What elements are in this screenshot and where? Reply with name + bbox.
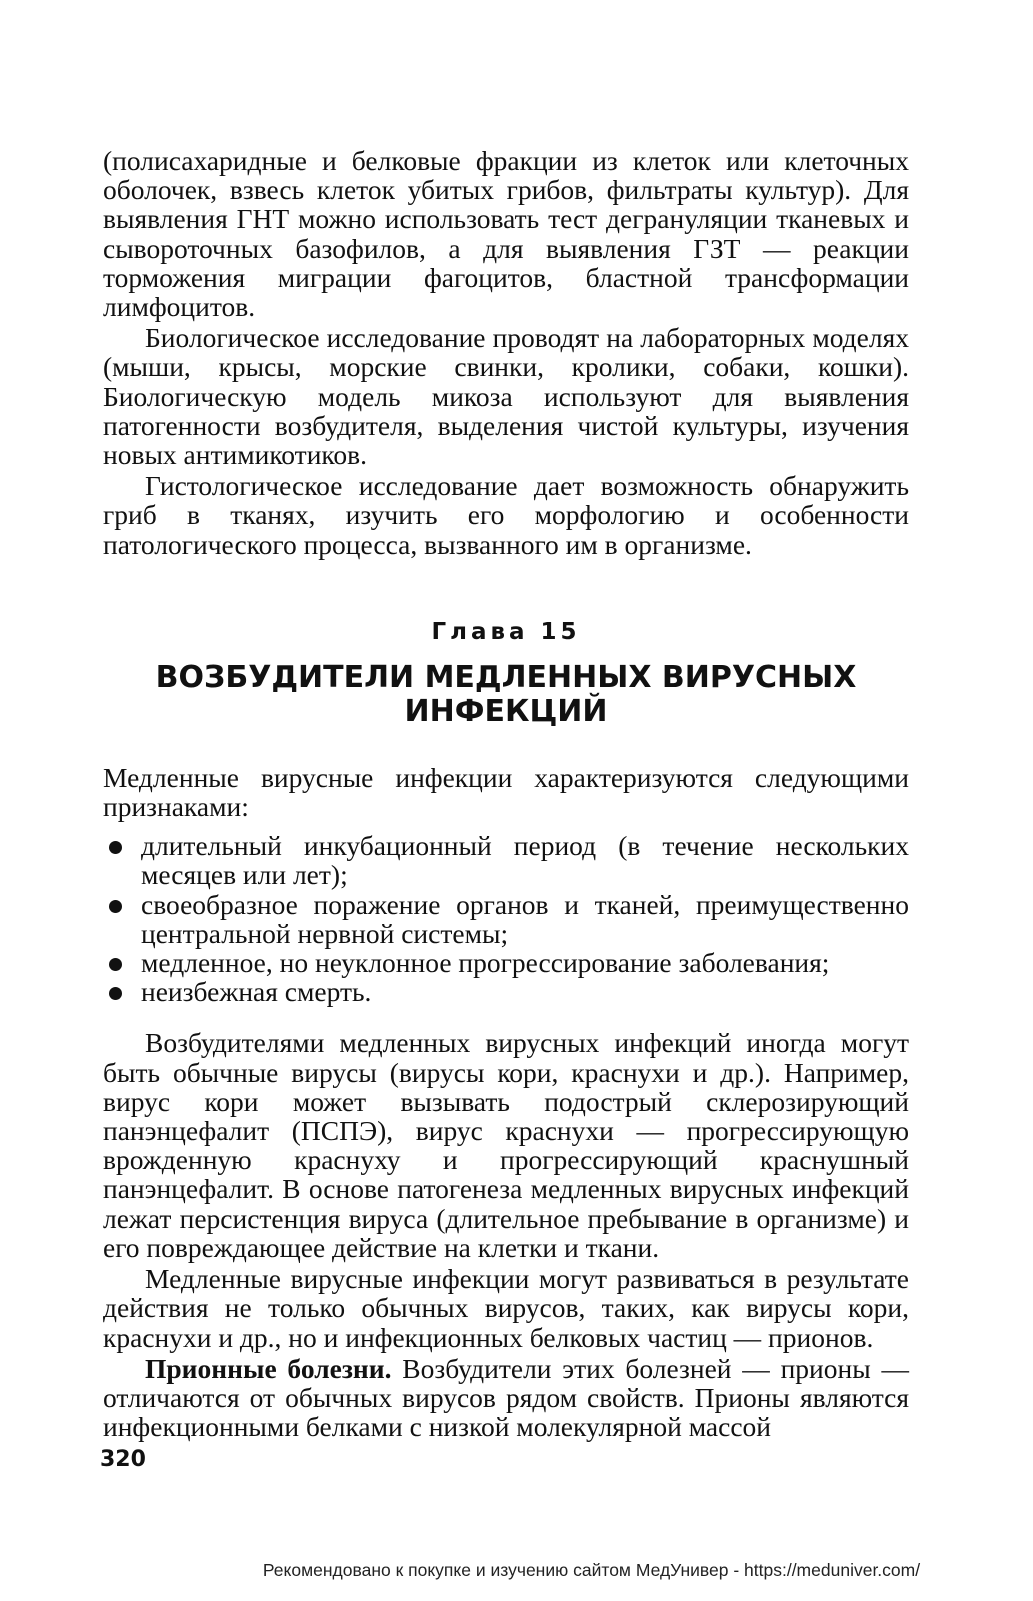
bullet-icon xyxy=(109,987,122,1000)
chapter-title xyxy=(103,661,909,729)
list-item xyxy=(103,831,909,889)
list-item xyxy=(103,890,909,948)
symptom-list xyxy=(103,831,909,1006)
page-number: 320 xyxy=(100,1447,146,1472)
paragraph-biological: Биологическое исследование проводят на лабораторных моделях (мыши, крысы, морские свинки, кролики, собаки, кошки). Биологическую модель микоза используют для выявления патогенности возбудителя, выделения чистой культуры, изучения новых антимикотиков. xyxy=(103,322,909,471)
list-item xyxy=(103,977,909,1006)
paragraph-lead: Прионные болезни. xyxy=(145,1352,392,1384)
chapter-title-line-2: ИНФЕКЦИЙ xyxy=(404,693,608,729)
bullet-icon xyxy=(109,958,122,971)
list-item-text: неизбежная смерть. xyxy=(141,976,372,1008)
paragraph-prions-intro: Медленные вирусные инфекции могут развиваться в результате действия не только обычных вирусов, таких, как вирусы кори, краснухи и др., но и инфекционных белковых частиц — прионов. xyxy=(103,1263,909,1353)
list-item xyxy=(103,948,909,977)
paragraph-histological: Гистологическое исследование дает возможность обнаружить гриб в тканях, изучить его морфологию и особенности патологического процесса, вызванного им в организме. xyxy=(103,470,909,560)
paragraph-intro: Медленные вирусные инфекции характеризуются следующими признаками: xyxy=(103,761,909,823)
chapter-title-line-1: ВОЗБУДИТЕЛИ МЕДЛЕННЫХ ВИРУСНЫХ xyxy=(155,659,857,695)
bullet-icon xyxy=(109,841,122,854)
list-item-text: своеобразное поражение органов и тканей, преимущественно центральной нервной системы; xyxy=(141,888,909,949)
footer-note: Рекомендовано к покупке и изучению сайтом МедУнивер - https://meduniver.com/ xyxy=(262,1560,921,1580)
chapter-label: Глава 15 xyxy=(431,618,581,645)
paragraph-serology: (полисахаридные и белковые фракции из клеток или клеточных оболочек, взвесь клеток убитых грибов, фильтраты культур). Для выявления ГНТ можно использовать тест дегрануляции тканевых и сывороточных базофилов, а для выявления ГЗТ — реакции торможения миграции фагоцитов, бластной трансформации лимфоцитов. xyxy=(103,145,909,323)
paragraph-prion-diseases xyxy=(103,1354,909,1442)
list-item-text: длительный инкубационный период (в течение нескольких месяцев или лет); xyxy=(141,830,909,891)
list-item-text: медленное, но неуклонное прогрессирование заболевания; xyxy=(141,947,830,979)
paragraph-text: Возбудители этих болезней — прионы — отличаются от обычных вирусов рядом свойств. Прионы являются инфекционными белками с низкой молекулярной массой xyxy=(103,1352,909,1443)
paragraph-pathogens: Возбудителями медленных вирусных инфекций иногда могут быть обычные вирусы (вирусы кори, краснухи и др.). Например, вирус кори может вызывать подострый склерозирующий панэнцефалит (ПСПЭ), вирус краснухи — прогрессирующую врожденную краснуху и прогрессирующий краснушный панэнцефалит. В основе патогенеза медленных вирусных инфекций лежат персистенция вируса (длительное пребывание в организме) и его повреждающее действие на клетки и ткани. xyxy=(103,1027,909,1263)
page-body xyxy=(103,146,909,1441)
bullet-icon xyxy=(109,900,122,913)
